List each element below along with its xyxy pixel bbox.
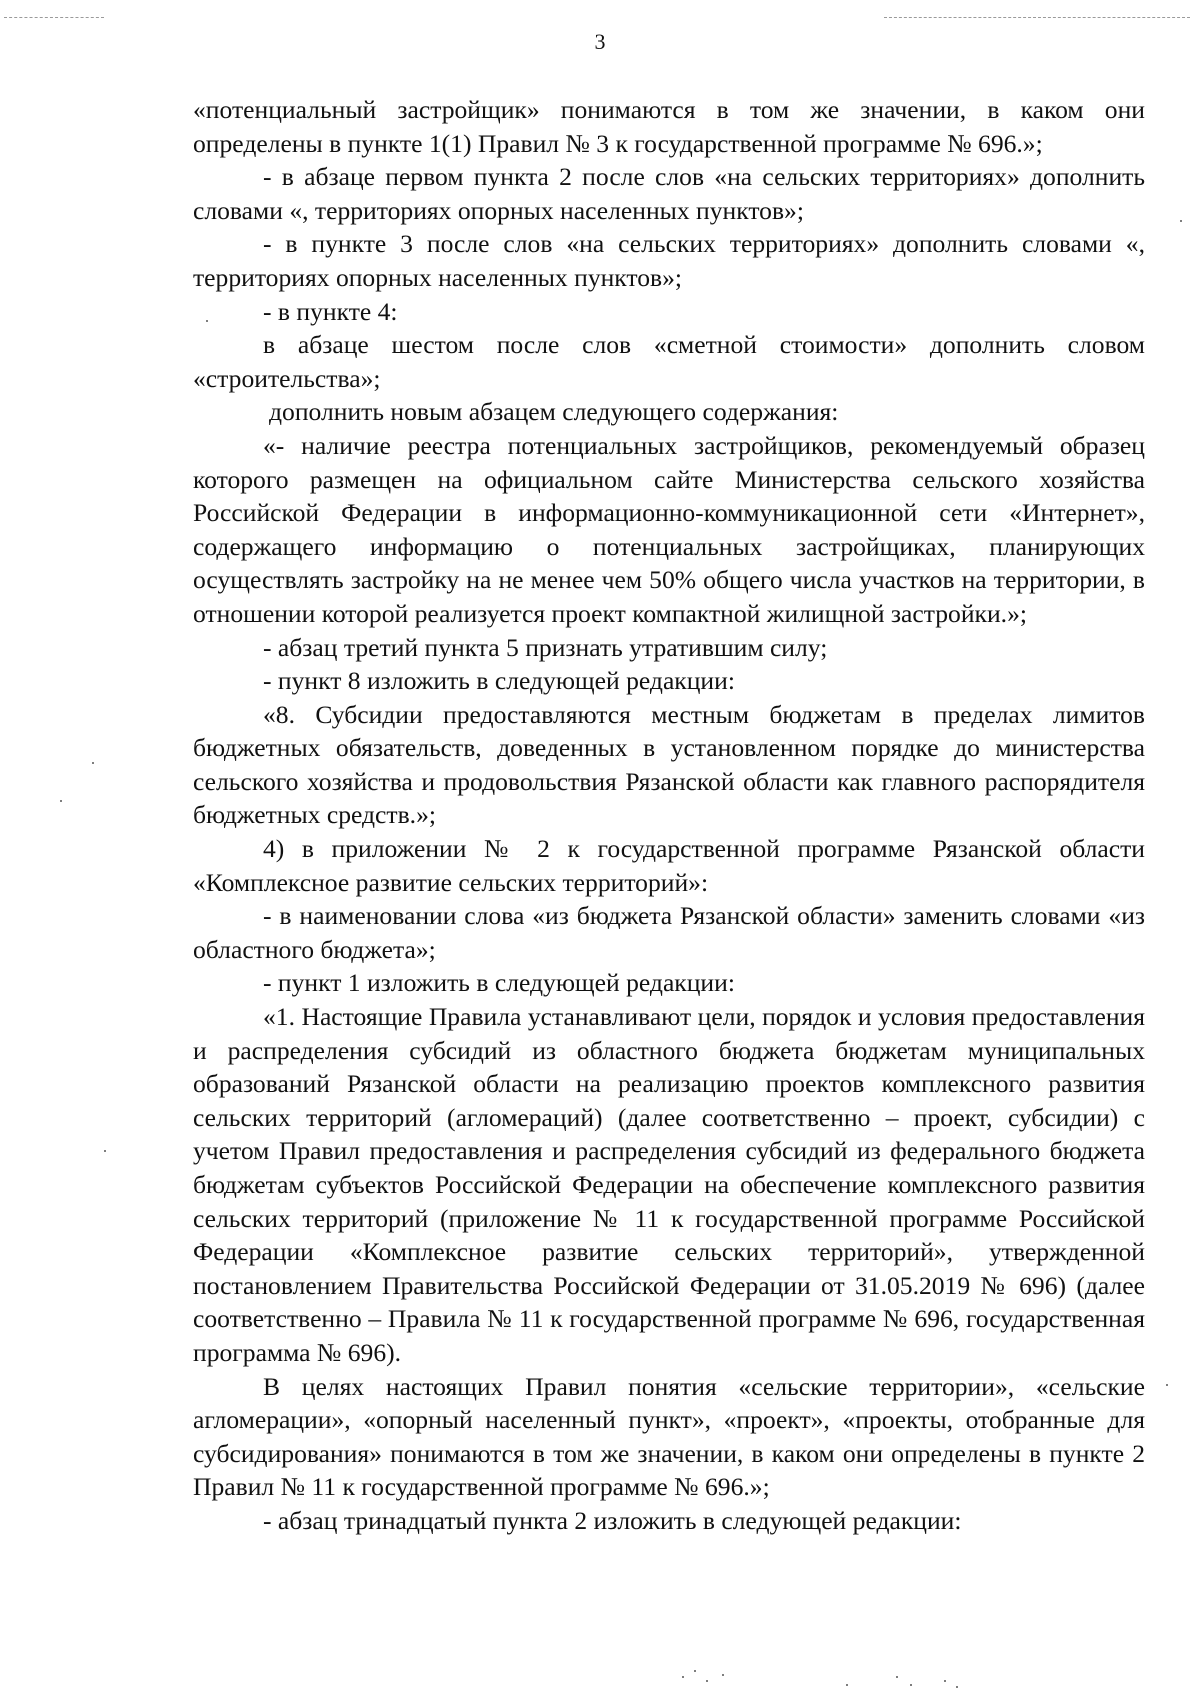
scan-speck bbox=[944, 1680, 946, 1682]
paragraph: «8. Субсидии предоставляются местным бюджетам в пределах лимитов бюджетных обязательств, доведенных в установленном порядке до министерства сельского хозяйства и продовольствия Рязанской области как главного распорядителя бюджетных средств.»; bbox=[193, 699, 1145, 830]
paragraph: - абзац третий пункта 5 признать утратившим силу; bbox=[263, 632, 828, 662]
scan-speck bbox=[60, 800, 62, 802]
scan-artifact-line bbox=[884, 17, 1190, 18]
scan-speck bbox=[956, 1686, 958, 1688]
paragraph: «- наличие реестра потенциальных застройщиков, рекомендуемый образец которого размещен на официальном сайте Министерства сельского хозяйства Российской Федерации в информационно-коммуникационной сети «Интернет», содержащего информацию о потенциальных застройщиках, планирующих осуществлять застройку на не менее чем 50% общего числа участков на территории, в отношении которой реализуется проект компактной жилищной застройки.»; bbox=[193, 430, 1145, 628]
scan-speck bbox=[1180, 220, 1182, 222]
scan-speck bbox=[682, 1676, 684, 1678]
paragraph: - в наименовании слова «из бюджета Рязанской области» заменить словами «из областного бюджета»; bbox=[193, 901, 1145, 964]
scan-speck bbox=[706, 1680, 708, 1682]
paragraph: 4) в приложении № 2 к государственной программе Рязанской области «Комплексное развитие сельских территорий»: bbox=[193, 834, 1145, 897]
paragraph: - в пункте 3 после слов «на сельских территориях» дополнить словами «, территориях опорных населенных пунктов»; bbox=[193, 229, 1145, 292]
scan-speck bbox=[846, 1684, 848, 1686]
paragraph: дополнить новым абзацем следующего содержания: bbox=[269, 397, 839, 427]
paragraph: - в пункте 4: bbox=[263, 296, 398, 326]
paragraph: «1. Настоящие Правила устанавливают цели, порядок и условия предоставления и распределения субсидий из областного бюджета бюджетам муниципальных образований Рязанской области на реализацию проектов комплексного развития сельских территорий (агломераций) (далее соответственно – проект, субсидии) с учетом Правил предоставления и распределения субсидий из федерального бюджета бюджетам субъектов Российской Федерации на обеспечение комплексного развития сельских территорий (приложение № 11 к государственной программе Российской Федерации «Комплексное развитие сельских территорий», утвержденной постановлением Правительства Российской Федерации от 31.05.2019 № 696) (далее соответственно – Правила № 11 к государственной программе № 696, государственная программа № 696). bbox=[193, 1002, 1145, 1367]
scan-artifact-line bbox=[4, 17, 104, 18]
paragraph: - пункт 1 изложить в следующей редакции: bbox=[263, 968, 735, 998]
paragraph-continuation: «потенциальный застройщик» понимаются в том же значении, в каком они определены в пункте 1(1) Правил № 3 к государственной программе № 696.»; bbox=[193, 95, 1145, 158]
scan-speck bbox=[694, 1670, 696, 1672]
scan-speck bbox=[104, 1150, 106, 1152]
paragraph: в абзаце шестом после слов «сметной стоимости» дополнить словом «строительства»; bbox=[193, 330, 1145, 393]
scan-speck bbox=[92, 762, 94, 764]
paragraph: - абзац тринадцатый пункта 2 изложить в следующей редакции: bbox=[263, 1505, 962, 1535]
scan-speck bbox=[1166, 1384, 1168, 1386]
paragraph: - в абзаце первом пункта 2 после слов «на сельских территориях» дополнить словами «, территориях опорных населенных пунктов»; bbox=[193, 162, 1145, 225]
page-number: 3 bbox=[594, 29, 606, 54]
scan-speck bbox=[896, 1676, 898, 1678]
paragraph: В целях настоящих Правил понятия «сельские территории», «сельские агломерации», «опорный населенный пункт», «проект», «проекты, отобранные для субсидирования» понимаются в том же значении, в каком они определены в пункте 2 Правил № 11 к государственной программе № 696.»; bbox=[193, 1371, 1145, 1502]
document-body bbox=[193, 93, 1145, 1538]
scan-speck bbox=[910, 1684, 912, 1686]
paragraph: - пункт 8 изложить в следующей редакции: bbox=[263, 666, 735, 696]
scan-speck bbox=[722, 1674, 724, 1676]
